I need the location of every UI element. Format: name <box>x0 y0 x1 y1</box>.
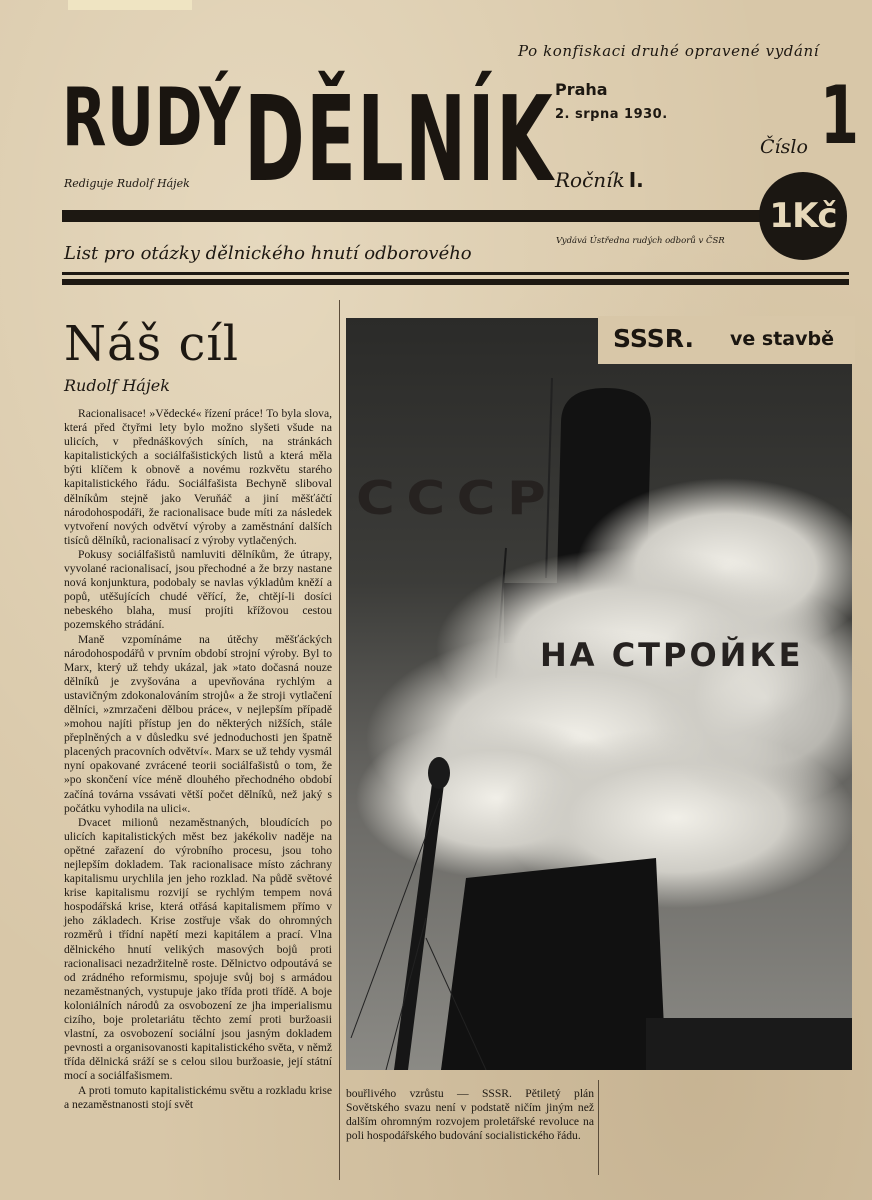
volume-number: I. <box>628 168 644 192</box>
issue-date: 2. srpna 1930. <box>555 107 668 122</box>
article-continuation <box>346 1087 594 1143</box>
editor-line: Rediguje Rudolf Hájek <box>64 177 190 190</box>
photo-caption-box <box>598 316 855 364</box>
thick-rule <box>62 279 849 285</box>
article-paragraph: Dvacet milionů nezaměstnaných, bloudících po ulicích kapitalistických měst bez jakékoliv naděje na opětné zařazení do výrobního procesu, jsou toho nejlepším dokladem. Tak racionalisace místo záchrany kapitalismu urychlila jen jeho rozklad. Na půdě světové krise kapitalismu rozvijí se rychlým tempem nová hospodářská krise, která otřásá kapitalismem přímo v jeho základech. Krise zostřuje však do ohromných rozměrů i třídní napětí mezi kapitálem a prací. Vlna dělnického hnutí velikých masových bojů proti racionalisaci nezadržitelně roste. Dělnictvo odpoutává se od zrádného reformismu, spojuje svůj boj s armádou nezaměstnaných, vystupuje jako třída proti třídě. A boje koloniálních národů za osvobození ze jha imperialismu cizího, boje proletariátu těchto zemí proti buržoasii vlastní, za osvobození sociální jsou jasným dokladem pevnosti a organisovanosti kapitalistického světa, v němž třída dělnická sráží se s celou silou buržoasie, její státní mocí a sociálfašismem. <box>64 815 332 1083</box>
masthead-rule <box>62 210 762 222</box>
reissue-note: Po konfiskaci druhé opravené vydání <box>518 42 820 60</box>
photo-overlay-na-stroyke: НА СТРОЙКЕ <box>540 636 804 674</box>
smokestack-illustration <box>346 318 852 1070</box>
title-word-1: RUDÝ <box>62 71 242 164</box>
subtitle: List pro otázky dělnického hnutí odborového <box>64 243 472 264</box>
issue-number: 1 <box>820 69 859 162</box>
article-paragraph: Pokusy sociálfašistů namluviti dělníkům, že útrapy, vyvolané racionalisací, jsou přechodné a že brzy nastane nová konjunktura, podobaly se navlas výkladům kněží a popů, utěšujících chudé věřící, že, chtějí-li dosíci nebeského blaha, musí projíti křížovou cestou pozemského strádání. <box>64 547 332 632</box>
column-rule-right <box>598 1080 599 1175</box>
factory-photo <box>346 318 852 1070</box>
publisher-line: Vydává Ústředna rudých odborů v ČSR <box>556 236 725 246</box>
city: Praha <box>555 80 608 99</box>
issue-label: Číslo <box>760 136 808 158</box>
tape-strip <box>68 0 192 10</box>
photo-overlay-sssr: СССР <box>356 471 558 525</box>
volume <box>555 168 644 192</box>
article-paragraph: Maně vzpomínáme na útěchy měšťáckých národohospodářů v prvním období strojní výroby. Byl to Marx, který už tehdy ukázal, jak »tato dočasná nouze dělníků je zvyšována a upevňována rychlým a ustavičným zdokonalováním strojů« a že stroji vytlačení dělníci, »zmrzačeni dělbou práce«, v nejlepším případě »mohou najíti přístup jen do některých nižších, stále přeplněných a v důsledku své jednoduchosti jen špatně placených pracovních odvětví«. Marx se už tehdy vysmál nyní opakované zvrácené teorii sociálfašistů o tom, že »po skončení více méně dlouhého přechodného období začíná továrna vssávati větší počet dělníků, než jaký s počátku vyhodila na ulici«. <box>64 632 332 815</box>
article-paragraph: A proti tomuto kapitalistickému světu a rozkladu krise a nezaměstnanosti stojí svět <box>64 1083 332 1111</box>
column-rule <box>339 300 340 1180</box>
thin-rule <box>62 272 849 275</box>
article-author: Rudolf Hájek <box>64 376 170 395</box>
continuation-text: bouřlivého vzrůstu — SSSR. Pětiletý plán Sovětského svazu není v podstatě ničím jiným než dalším ohromným rozvojem proletářské revoluce na poli hospodářského budování socialistického řádu. <box>346 1087 594 1143</box>
article-paragraph: Racionalisace! »Vědecké« řízení práce! To byla slova, která před čtyřmi lety bylo možno slyšeti všude na ulicích, v přednáškových síních, na stránkách kapitalistických a sociálfašistických listů a která měla býti klíčem k obnově a novému rozkvětu starého kapitalistického řádu. Sociálfašista Bechyně sliboval dělníkům stejně jako Veruňáč a jiní měšťáčtí národohospodáři, že racionalisace bude míti za následek vytvoření nových odvětví výroby a zaměstnání dalších tisíců dělníků, racionalisací z výroby vytlačených. <box>64 407 332 547</box>
title-word-2: DĚLNÍK <box>244 70 554 208</box>
photo-caption-rest: ve stavbě <box>730 328 834 350</box>
article-column <box>64 407 332 1112</box>
article-headline: Náš cíl <box>64 316 240 372</box>
price-badge: 1Kč <box>759 172 847 260</box>
photo-caption-main: SSSR. <box>613 324 694 353</box>
volume-label: Ročník <box>555 168 625 192</box>
